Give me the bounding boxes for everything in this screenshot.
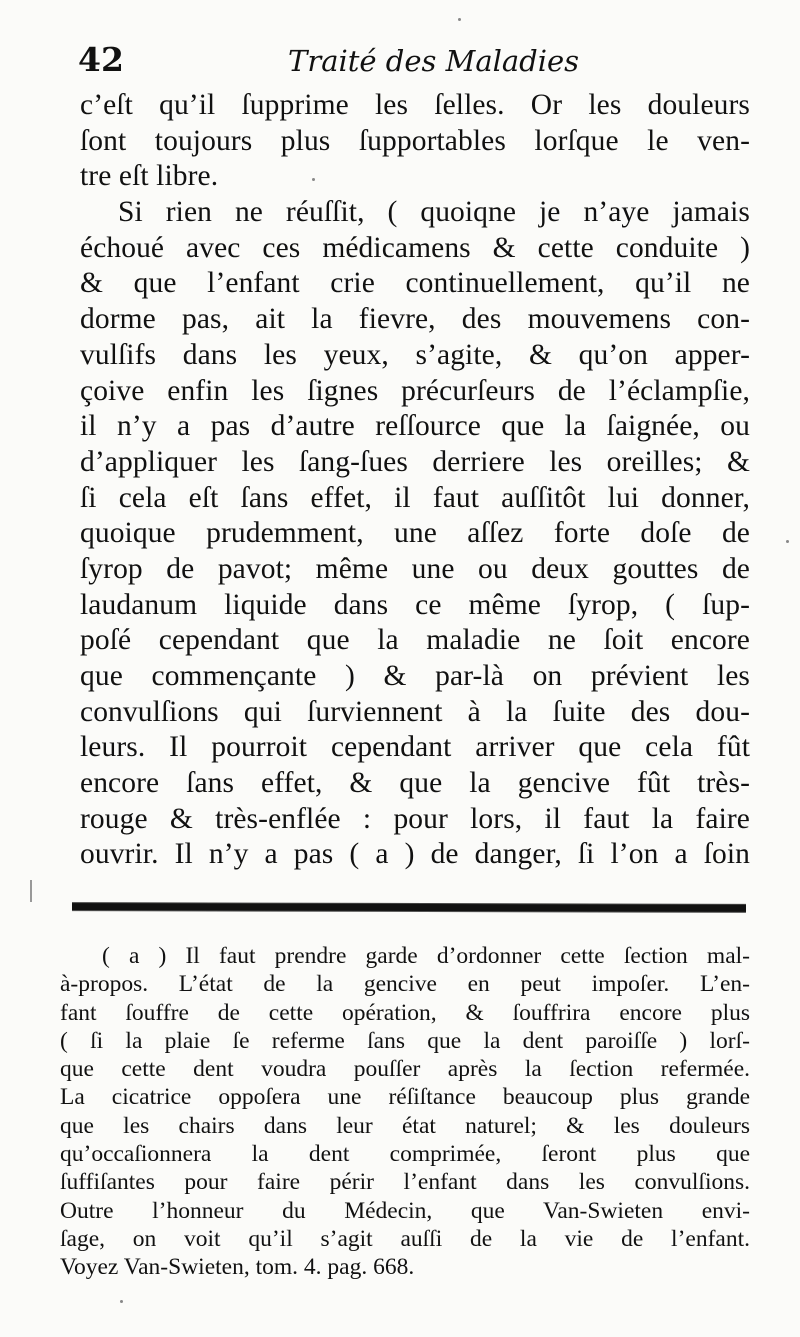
text-line: Si rien ne réuſſit, ( quoiqne je n’aye jamais: [118, 196, 750, 229]
footnote-line: ( a ) Il faut prendre garde d’ordonner cette ſection mal-: [102, 943, 750, 969]
paper-speck: [312, 178, 315, 181]
paper-speck: [458, 18, 461, 21]
footnote-line: qu’occaſionnera la dent comprimée, ſeront plus que: [60, 1141, 750, 1168]
text-line: que commençante ) & par-là on prévient les: [80, 660, 750, 692]
margin-mark: [30, 880, 32, 902]
footnote-line: que les chairs dans leur état naturel; & les douleurs: [60, 1112, 750, 1139]
footnote-line: ( ſi la plaie ſe referme ſans que la dent paroiſſe ) lorſ-: [60, 1027, 750, 1054]
footnote-line: Outre l’honneur du Médecin, que Van-Swieten envi-: [60, 1197, 750, 1224]
footnote-line: ſage, on voit qu’il s’agit auſſi de la vie de l’enfant.: [60, 1225, 750, 1252]
text-line: ſi cela eſt ſans effet, il faut auſſitôt lui donner,: [80, 481, 750, 514]
text-line: ſont toujours plus ſupportables lorſque le ven-: [80, 124, 750, 157]
text-line: vulſifs dans les yeux, s’agite, & qu’on apper-: [80, 338, 750, 371]
text-line: ſyrop de pavot; même une ou deux gouttes de: [80, 552, 750, 585]
text-line: rouge & très-enflée : pour lors, il faut la faire: [80, 802, 750, 835]
page-number: 42: [78, 40, 124, 79]
text-line: c’eſt qu’il ſupprime les ſelles. Or les douleurs: [80, 89, 750, 121]
text-line: poſé cependant que la maladie ne ſoit encore: [80, 624, 750, 657]
footnote-line: que cette dent voudra pouſſer après la ſection refermée.: [60, 1056, 750, 1083]
footnote-line: ſuffiſantes pour faire périr l’enfant dans les convulſions.: [60, 1169, 750, 1196]
main-text: [80, 88, 750, 873]
text-line: çoive enfin les ſignes précurſeurs de l’éclampſie,: [80, 374, 750, 407]
text-line: laudanum liquide dans ce même ſyrop, ( ſup-: [80, 588, 750, 621]
page-header: [78, 40, 748, 88]
text-line: dorme pas, ait la fievre, des mouvemens con-: [80, 303, 750, 336]
footnote-line: fant ſouffre de cette opération, & ſouffrira encore plus: [60, 999, 750, 1026]
footnote-divider-rule: [72, 903, 746, 912]
footnote-line: à-propos. L’état de la gencive en peut impoſer. L’en-: [60, 971, 750, 998]
text-line: tre eſt libre.: [80, 160, 219, 193]
text-line: quoique prudemment, une aſſez forte doſe de: [80, 517, 750, 550]
text-line: il n’y a pas d’autre reſſource que la ſaignée, ou: [80, 410, 750, 443]
text-line: encore ſans effet, & que la gencive fût très-: [80, 767, 750, 800]
paper-speck: [120, 1300, 123, 1303]
footnote-line: La cicatrice oppoſera une réſiſtance beaucoup plus grande: [60, 1084, 750, 1111]
text-line: ouvrir. Il n’y a pas ( a ) de danger, ſi l’on a ſoin: [80, 838, 750, 871]
footnote-line: Voyez Van-Swieten, tom. 4. pag. 668.: [60, 1254, 415, 1281]
text-line: convulſions qui ſurviennent à la ſuite des dou-: [80, 695, 750, 728]
paper-speck: [786, 540, 789, 543]
footnote: [60, 942, 750, 1282]
running-head: Traité des Maladies: [288, 44, 580, 78]
text-line: leurs. Il pourroit cependant arriver que cela fût: [80, 731, 750, 764]
text-line: d’appliquer les ſang-ſues derriere les oreilles; &: [80, 445, 750, 478]
text-line: & que l’enfant crie continuellement, qu’il ne: [80, 267, 750, 300]
text-line: échoué avec ces médicamens & cette conduite ): [80, 231, 750, 264]
